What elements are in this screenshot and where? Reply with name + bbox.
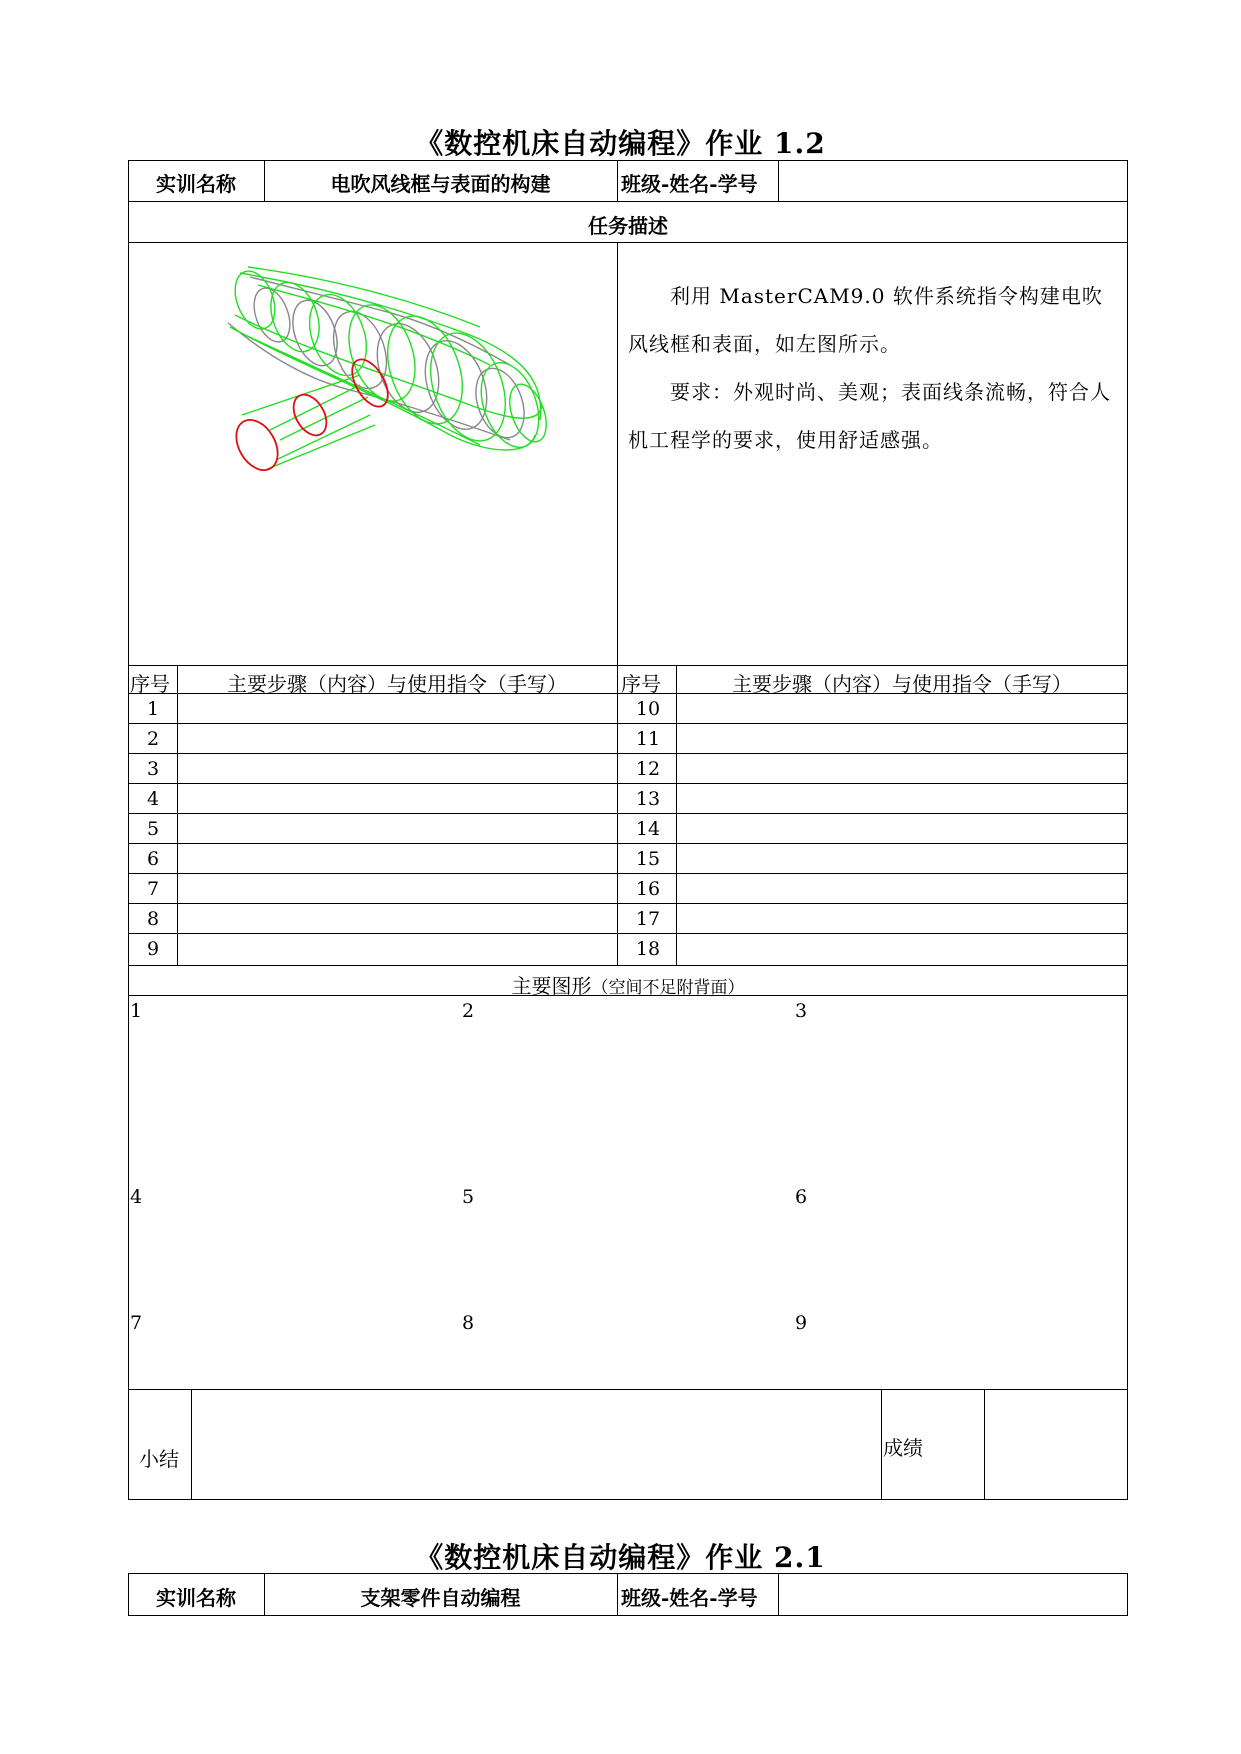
step-number: 4 [146, 788, 160, 810]
figure-number: 1 [130, 1000, 143, 1022]
seq-header-left: 序号 [130, 672, 170, 696]
summary-field[interactable] [195, 1394, 877, 1496]
class-value-field[interactable] [782, 168, 1122, 194]
step-number: 11 [635, 728, 661, 750]
figure-number: 9 [795, 1312, 808, 1334]
step-number: 14 [635, 818, 661, 840]
seq-header-right: 序号 [621, 672, 661, 696]
sheet2-class-value-field[interactable] [782, 1582, 1122, 1608]
figure-number: 5 [462, 1186, 475, 1208]
class-label: 班级-姓名-学号 [621, 172, 758, 196]
name-value: 电吹风线框与表面的构建 [330, 172, 551, 196]
step-number: 3 [146, 758, 160, 780]
step-number: 18 [635, 938, 661, 960]
step-number: 8 [146, 908, 160, 930]
step-number: 15 [635, 848, 661, 870]
figure-number: 3 [795, 1000, 808, 1022]
name-label: 实训名称 [156, 172, 236, 196]
content-header-left: 主要步骤（内容）与使用指令（手写） [227, 672, 567, 696]
description-paragraph-1: 利用 MasterCAM9.0 软件系统指令构建电吹风线框和表面，如左图所示。 [628, 284, 1103, 356]
step-number: 10 [635, 698, 661, 720]
figure-number: 4 [130, 1186, 143, 1208]
sheet1-title: 《数控机床自动编程》作业 1.2 [415, 127, 826, 160]
step-number: 1 [146, 698, 160, 720]
score-field[interactable] [988, 1394, 1124, 1496]
step-number: 6 [146, 848, 160, 870]
score-label: 成绩 [883, 1436, 923, 1460]
sheet2-class-label: 班级-姓名-学号 [621, 1586, 758, 1610]
sheet2-name-value: 支架零件自动编程 [360, 1586, 521, 1610]
step-number: 9 [146, 938, 160, 960]
content-header-right: 主要步骤（内容）与使用指令（手写） [732, 672, 1072, 696]
figures-header-label: 主要图形 [511, 974, 592, 998]
figure-number: 6 [795, 1186, 808, 1208]
description-paragraph-2: 要求：外观时尚、美观；表面线条流畅，符合人机工程学的要求，使用舒适感强。 [628, 380, 1111, 452]
step-number: 7 [146, 878, 160, 900]
step-number: 13 [635, 788, 661, 810]
sheet2-name-label: 实训名称 [156, 1586, 236, 1610]
step-number: 16 [635, 878, 661, 900]
sheet2-title: 《数控机床自动编程》作业 2.1 [415, 1541, 826, 1574]
step-number: 2 [146, 728, 160, 750]
hairdryer-wireframe-image [210, 255, 580, 540]
figures-note: （空间不足附背面） [591, 978, 745, 998]
figure-number: 8 [462, 1312, 475, 1334]
task-header: 任务描述 [588, 214, 668, 238]
step-number: 17 [635, 908, 661, 930]
figure-number: 7 [130, 1312, 143, 1334]
step-number: 5 [146, 818, 160, 840]
task-description [628, 272, 1118, 464]
step-number: 12 [635, 758, 661, 780]
figure-number: 2 [462, 1000, 475, 1022]
summary-label: 小结 [139, 1447, 179, 1471]
